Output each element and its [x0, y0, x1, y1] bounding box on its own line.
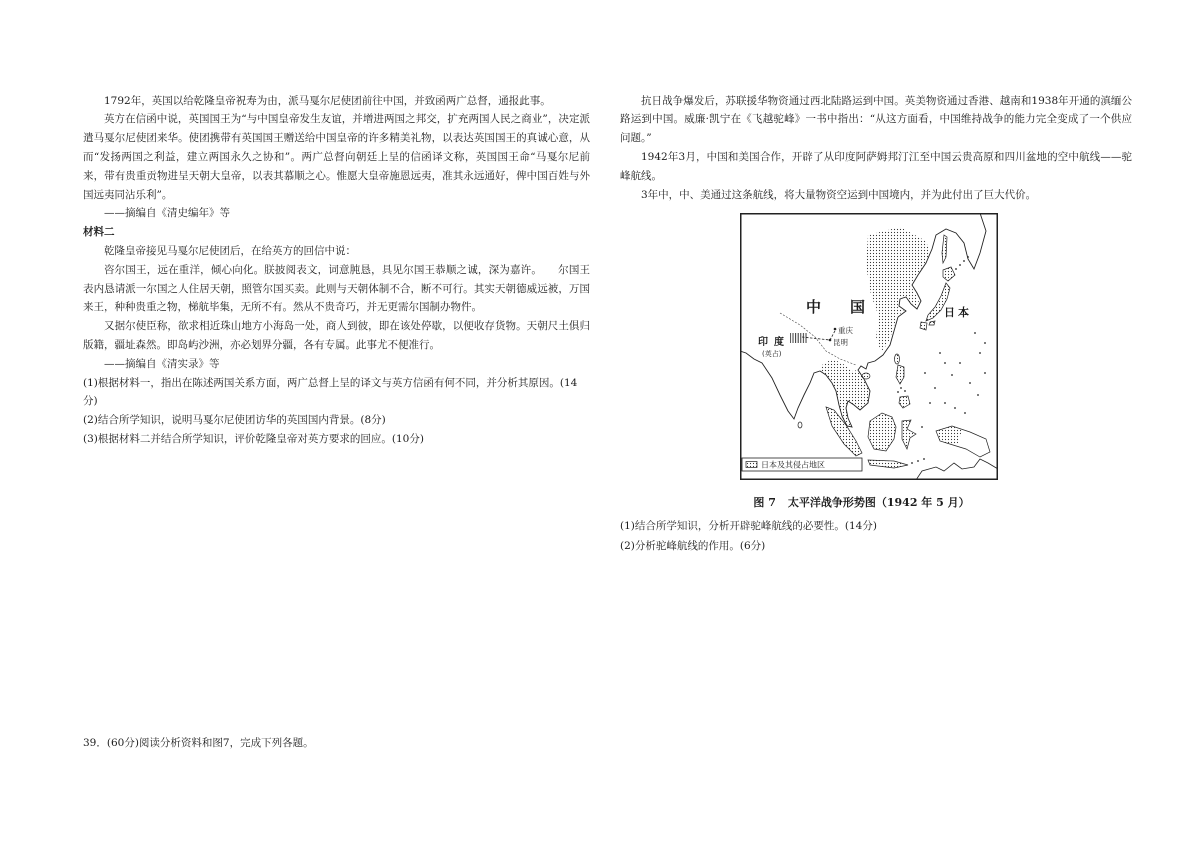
- question-3: (3)根据材料二并结合所学知识，评价乾隆皇帝对英方要求的回应。(10分): [83, 432, 424, 445]
- material2-quote-2: 又据尔使臣称，欲求相近珠山地方小海岛一处，商人到彼，即在该处停歇，以便收存货物。天朝尺土俱归版籍，疆址森然。即岛屿沙洲，亦必划界分疆，各有专属。此事尤不便准行。: [83, 320, 590, 351]
- map-label-kunming: 昆明: [833, 338, 848, 347]
- map-label-india-note: (英占): [762, 350, 782, 358]
- material1-body: 英方在信函中说，英国国王为“与中国皇帝发生友谊，并增进两国之邦交，扩充两国人民之商业”，决定派遣马戛尔尼使团来华。使团携带有英国国王赠送给中国皇帝的许多精美礼物，以表达英国国王的真诚心意，从而“发扬两国之利益，建立两国永久之协和”。两广总督向朝廷上呈的信函译文称，英国国王命“马戛尔尼前来，带有贵重贡物进呈天朝大皇帝，以表其慕顺之心。惟愿大皇帝施恩远夷，准其永远通好，俾中国百姓与外国远夷同沾乐利”。: [83, 113, 590, 201]
- hump-paragraph-2: 1942年3月，中国和美国合作，开辟了从印度阿萨姆邦汀江至中国云贵高原和四川盆地的空中航线——驼峰航线。: [620, 150, 1132, 182]
- figure-number: 图 7: [753, 496, 776, 509]
- material1-intro: 1792年，英国以给乾隆皇帝祝寿为由，派马戛尔尼使团前往中国，并致函两广总督，通报此事。: [104, 94, 551, 107]
- material2-source: ——摘编自《清实录》等: [104, 357, 220, 370]
- hainan-island: [862, 373, 870, 379]
- material2-heading: 材料二: [83, 226, 115, 239]
- ceylon-island: [798, 422, 802, 428]
- hump-question-1: (1)结合所学知识，分析开辟驼峰航线的必要性。(14分): [620, 520, 877, 532]
- material1-source: ——摘编自《清史编年》等: [104, 207, 230, 220]
- taiwan-island: [895, 354, 900, 364]
- chongqing-marker: [834, 328, 837, 331]
- map-label-japan: 日本: [944, 306, 972, 319]
- map-svg: [740, 213, 998, 480]
- map-legend: [742, 458, 862, 471]
- left-column: [83, 92, 590, 449]
- map-label-chongqing: 重庆: [838, 326, 853, 335]
- figure-title: 太平洋战争形势图（1942 年 5 月）: [787, 496, 970, 509]
- legend-label: 日本及其侵占地区: [761, 460, 825, 470]
- map-label-china: 中国: [806, 298, 895, 316]
- hump-question-2: (2)分析驼峰航线的作用。(6分): [620, 539, 766, 552]
- material2-quote-1: 咨尔国王，远在重洋，倾心向化。朕披阅表文，词意肫恳，具见尔国王恭顺之诚，深为嘉许。 尔国王表内恳请派一尔国之人住居天朝，照管尔国买卖。此则与天朝体制不合，断不可行。其实天朝德威远被，万国来王，种种贵重之物，梯航毕集，无所不有。然从不贵奇巧，并无更需尔国制办物件。: [83, 263, 590, 314]
- hump-paragraph-1: 抗日战争爆发后，苏联援华物资通过西北陆路运到中国。英美物资通过香港、越南和1938年开通的滇缅公路运到中国。威廉·凯宁在《飞越驼峰》一书中指出：“从这方面看，中国维持战争的能力完全变成了一个供应问题。”: [620, 94, 1132, 145]
- pacific-war-map: [740, 213, 998, 480]
- himalaya-hatching: [790, 333, 808, 343]
- material2-intro: 乾隆皇帝接见马戛尔尼使团后，在给英方的回信中说：: [104, 244, 356, 257]
- right-column: [620, 92, 1132, 205]
- map-label-india: 印度: [758, 337, 790, 348]
- question-1: (1)根据材料一，指出在陈述两国关系方面，两广总督上呈的译文与英方信函有何不同，并分析其原因。(14分): [83, 376, 578, 408]
- right-questions: [620, 517, 1132, 556]
- question-2: (2)结合所学知识，说明马戛尔尼使团访华的英国国内背景。(8分): [83, 414, 386, 427]
- hump-paragraph-3: 3年中，中、美通过这条航线，将大量物资空运到中国境内，并为此付出了巨大代价。: [641, 188, 1037, 201]
- kunming-marker: [829, 339, 832, 342]
- figure-caption: [700, 494, 1023, 512]
- legend-swatch: [746, 462, 757, 468]
- question-39-header: 39．(60分)阅读分析资料和图7，完成下列各题。: [83, 736, 314, 749]
